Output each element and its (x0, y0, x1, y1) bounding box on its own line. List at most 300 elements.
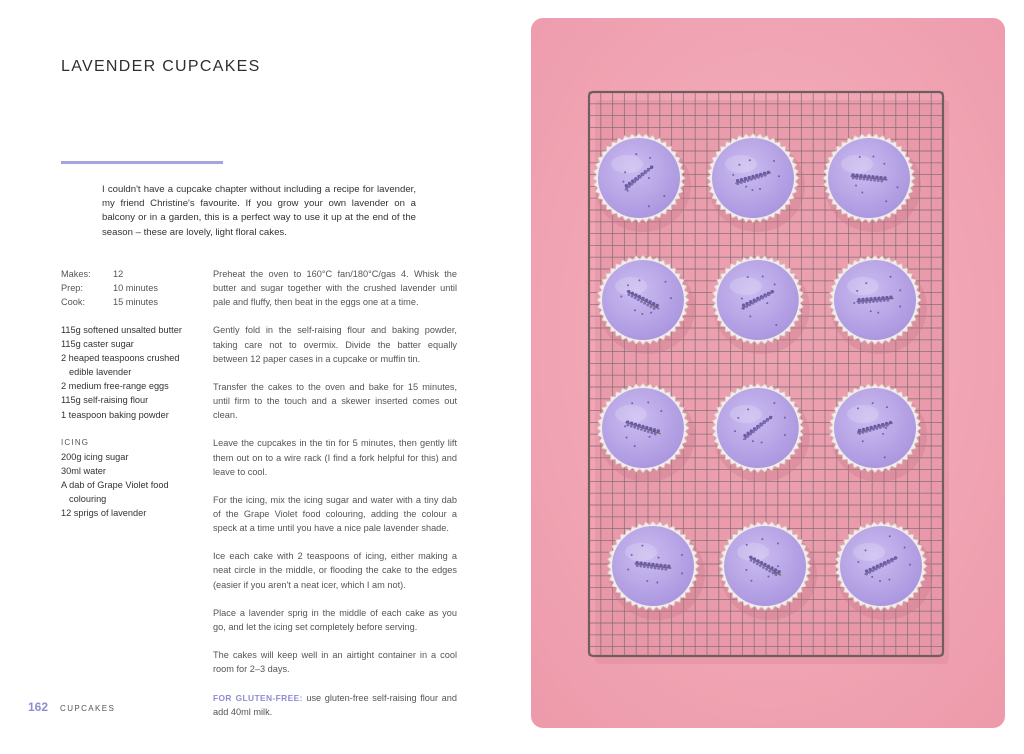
meta-cook (61, 295, 201, 309)
lavender-speck (627, 190, 629, 192)
lavender-speck (885, 200, 887, 202)
lavender-bud (764, 174, 767, 177)
gluten-free-note (213, 691, 457, 719)
meta-label: Cook: (61, 297, 86, 308)
lavender-bud (645, 299, 648, 302)
accent-rule (61, 161, 223, 164)
lavender-bud (869, 429, 872, 432)
recipe-meta (61, 267, 201, 310)
lavender-speck (865, 549, 867, 551)
lavender-bud (758, 426, 761, 429)
lavender-bud (736, 179, 739, 182)
lavender-bud (639, 565, 642, 568)
lavender-speck (882, 433, 884, 435)
lavender-bud (644, 429, 647, 432)
lavender-bud (767, 565, 770, 568)
lavender-bud (770, 566, 773, 569)
lavender-speck (732, 174, 734, 176)
lavender-speck (899, 305, 901, 307)
section-label: CUPCAKES (60, 704, 116, 713)
lavender-bud (885, 296, 888, 299)
lavender-bud (876, 300, 879, 303)
lavender-bud (875, 568, 878, 571)
lavender-bud (760, 175, 763, 178)
lavender-bud (747, 435, 750, 438)
icing-highlight (730, 405, 762, 423)
lavender-bud (650, 166, 653, 169)
lavender-speck (871, 576, 873, 578)
meta-value: 10 minutes (113, 283, 158, 294)
lavender-bud (750, 559, 753, 562)
lavender-bud (886, 299, 889, 302)
lavender-bud (630, 425, 633, 428)
lavender-bud (879, 426, 882, 429)
lavender-speck (897, 186, 899, 188)
lavender-speck (904, 546, 906, 548)
lavender-bud (736, 182, 739, 185)
lavender-speck (766, 302, 768, 304)
lavender-speck (784, 417, 786, 419)
lavender-bud (868, 571, 871, 574)
lavender-speck (854, 176, 856, 178)
lavender-bud (754, 177, 757, 180)
lavender-bud (877, 179, 880, 182)
lavender-bud (865, 297, 868, 300)
lavender-speck (773, 402, 775, 404)
lavender-speck (670, 297, 672, 299)
lavender-bud (861, 301, 864, 304)
lavender-speck (622, 181, 624, 183)
method-step: Leave the cupcakes in the tin for 5 minutes, then gently lift them out on to a wire rack (I find a fork helpful for this) and leave to cool. (213, 438, 457, 477)
method-step: The cakes will keep well in an airtight container in a cool room for 2–3 days. (213, 650, 457, 675)
lavender-speck (734, 430, 736, 432)
lavender-bud (750, 178, 753, 181)
lavender-bud (878, 566, 881, 569)
lavender-speck (648, 205, 650, 207)
lavender-bud (647, 430, 650, 433)
lavender-bud (859, 177, 862, 180)
lavender-bud (661, 567, 664, 570)
lavender-speck (899, 289, 901, 291)
lavender-bud (769, 416, 772, 419)
lavender-bud (752, 430, 755, 433)
lavender-bud (642, 173, 645, 176)
lavender-bud (759, 564, 762, 567)
lavender-speck (742, 308, 744, 310)
lavender-speck (909, 564, 911, 566)
lavender-speck (627, 284, 629, 286)
lavender-bud (657, 567, 660, 570)
lavender-speck (751, 189, 753, 191)
lavender-bud (872, 300, 875, 303)
lavender-speck (865, 282, 867, 284)
lavender-bud (766, 419, 769, 422)
lavender-speck (856, 290, 858, 292)
lavender-speck (649, 157, 651, 159)
lavender-bud (654, 433, 657, 436)
lavender-speck (883, 163, 885, 165)
lavender-bud (637, 427, 640, 430)
lavender-speck (681, 572, 683, 574)
lavender-bud (630, 421, 633, 424)
lavender-bud (628, 293, 631, 296)
lavender-bud (744, 437, 747, 440)
lavender-bud (859, 174, 862, 177)
lavender-bud (768, 570, 771, 573)
lavender-speck (761, 538, 763, 540)
lavender-speck (631, 402, 633, 404)
lavender-bud (743, 434, 746, 437)
lavender-bud (867, 175, 870, 178)
lavender-bud (765, 568, 768, 571)
lavender-bud (637, 424, 640, 427)
lavender-bud (876, 427, 879, 430)
lavender-speck (857, 561, 859, 563)
icing-ingredient-item: 12 sprigs of lavender (61, 508, 147, 519)
lavender-bud (762, 566, 765, 569)
lavender-bud (641, 425, 644, 428)
lavender-speck (870, 310, 872, 312)
lavender-bud (777, 570, 780, 573)
lavender-bud (645, 426, 648, 429)
lavender-bud (879, 176, 882, 179)
icing-highlight (730, 277, 762, 295)
lavender-speck (784, 434, 786, 436)
lavender-bud (883, 299, 886, 302)
lavender-speck (747, 276, 749, 278)
lavender-speck (750, 580, 752, 582)
lavender-bud (638, 295, 641, 298)
lavender-bud (857, 298, 860, 301)
lavender-bud (757, 176, 760, 179)
lavender-bud (636, 564, 639, 567)
lavender-speck (886, 406, 888, 408)
lavender-bud (745, 302, 748, 305)
lavender-bud (631, 183, 634, 186)
lavender-speck (761, 442, 763, 444)
lavender-speck (749, 315, 751, 317)
lavender-bud (641, 297, 644, 300)
lavender-bud (885, 563, 888, 566)
lavender-bud (742, 304, 745, 307)
ingredient-item: 115g caster sugar (61, 339, 134, 350)
lavender-speck (773, 160, 775, 162)
lavender-speck (862, 440, 864, 442)
lavender-bud (753, 557, 756, 560)
lavender-bud (760, 561, 763, 564)
lavender-bud (868, 568, 871, 571)
lavender-bud (755, 300, 758, 303)
lavender-bud (639, 561, 642, 564)
lavender-bud (882, 425, 885, 428)
lavender-bud (889, 296, 892, 299)
lavender-bud (866, 427, 869, 430)
icing-highlight (611, 155, 643, 173)
lavender-bud (653, 307, 656, 310)
lavender-bud (752, 302, 755, 305)
lavender-bud (651, 563, 654, 566)
lavender-speck (767, 575, 769, 577)
ingredient-item: 115g self-raising flour (61, 395, 149, 406)
method-step: Ice each cake with 2 teaspoons of icing, either making a neat circle in the middle, or flooding the cake to the edges (easier if you aren't a neat icer, which I am not). (213, 551, 457, 590)
lavender-bud (863, 178, 866, 181)
lavender-speck (638, 279, 640, 281)
lavender-speck (777, 542, 779, 544)
lavender-bud (640, 428, 643, 431)
ingredient-list (61, 323, 201, 422)
icing-highlight (847, 277, 879, 295)
lavender-bud (643, 562, 646, 565)
lavender-speck (859, 156, 861, 158)
lavender-bud (631, 295, 634, 298)
icing-ingredient-item: 200g icing sugar (61, 452, 129, 462)
method-step: Transfer the cakes to the oven and bake for 15 minutes, until firm to the touch and a skewer inserted comes out clean. (213, 381, 457, 421)
lavender-speck (681, 554, 683, 556)
lavender-speck (656, 581, 658, 583)
lavender-bud (643, 302, 646, 305)
lavender-bud (749, 433, 752, 436)
meta-prep (61, 281, 201, 295)
lavender-speck (747, 408, 749, 410)
lavender-bud (865, 430, 868, 433)
icing-highlight (853, 543, 885, 561)
lavender-bud (872, 428, 875, 431)
lavender-speck (884, 456, 886, 458)
lavender-bud (749, 556, 752, 559)
lavender-bud (770, 290, 773, 293)
lavender-bud (774, 568, 777, 571)
lavender-bud (652, 302, 655, 305)
lavender-speck (774, 572, 776, 574)
lavender-bud (763, 563, 766, 566)
lavender-bud (654, 567, 657, 570)
lavender-speck (624, 171, 626, 173)
lavender-bud (634, 297, 637, 300)
lavender-speck (646, 580, 648, 582)
lavender-speck (634, 309, 636, 311)
meta-value: 12 (113, 269, 124, 279)
lavender-bud (647, 566, 650, 569)
lavender-bud (865, 573, 868, 576)
lavender-bud (633, 180, 636, 183)
lavender-speck (889, 535, 891, 537)
lavender-bud (756, 559, 759, 562)
lavender-bud (664, 568, 667, 571)
lavender-bud (744, 177, 747, 180)
lavender-bud (894, 556, 897, 559)
lavender-bud (659, 564, 662, 567)
lavender-speck (620, 296, 622, 298)
lavender-speck (778, 175, 780, 177)
lavender-bud (865, 301, 868, 304)
lavender-speck (877, 312, 879, 314)
cupcakes-photo (531, 18, 1005, 728)
lavender-speck (631, 554, 633, 556)
lavender-bud (640, 300, 643, 303)
lavender-bud (650, 431, 653, 434)
lavender-speck (658, 557, 660, 559)
lavender-speck (762, 275, 764, 277)
lavender-bud (635, 561, 638, 564)
lavender-speck (664, 281, 666, 283)
lavender-speck (855, 185, 857, 187)
lavender-bud (625, 184, 628, 187)
lavender-bud (768, 293, 771, 296)
lavender-bud (760, 424, 763, 427)
lavender-bud (873, 179, 876, 182)
lavender-bud (634, 423, 637, 426)
lavender-speck (872, 155, 874, 157)
lavender-bud (869, 297, 872, 300)
method-step: Preheat the oven to 160°C fan/180°C/gas 4. Whisk the butter and sugar together with the crushed lavender until pale and fluffy, then beat in the eggs one at a time. (213, 269, 457, 308)
lavender-bud (870, 178, 873, 181)
lavender-bud (879, 299, 882, 302)
lavender-bud (745, 305, 748, 308)
method-step: For the icing, mix the icing sugar and water with a tiny dab of the Grape Violet food colouring, adding the colour a speck at a time until you have a nice pale lavender shade. (213, 494, 457, 534)
lavender-speck (663, 195, 665, 197)
meta-makes (61, 267, 201, 281)
icing-heading: ICING (61, 438, 90, 447)
lavender-bud (663, 564, 666, 567)
lavender-bud (763, 421, 766, 424)
lavender-bud (644, 171, 647, 174)
lavender-speck (745, 569, 747, 571)
lavender-bud (758, 298, 761, 301)
page-number: 162 (28, 700, 49, 714)
lavender-bud (875, 176, 878, 179)
method-step: Place a lavender sprig in the middle of each cake as you go, and let the icing set completely before serving. (213, 607, 457, 632)
icing-highlight (725, 155, 757, 173)
lavender-bud (858, 432, 861, 435)
page-footer (28, 700, 115, 714)
lavender-bud (643, 565, 646, 568)
icing-highlight (847, 405, 879, 423)
icing-ingredient-item: 30ml water (61, 466, 106, 477)
lavender-bud (628, 185, 631, 188)
lavender-bud (626, 420, 629, 423)
lavender-bud (646, 304, 649, 307)
lavender-speck (745, 186, 747, 188)
lavender-bud (891, 560, 894, 563)
lavender-speck (857, 431, 859, 433)
lavender-bud (655, 304, 658, 307)
lavender-speck (649, 436, 651, 438)
lavender-speck (738, 164, 740, 166)
lavender-speck (624, 425, 626, 427)
lavender-speck (752, 440, 754, 442)
lavender-bud (767, 171, 770, 174)
method-step: Gently fold in the self-raising flour and baking powder, taking care not to overmix. Divide the batter equally between 12 paper cases in a cupcake or muffin tin. (213, 325, 457, 364)
lavender-bud (740, 181, 743, 184)
lavender-bud (872, 569, 875, 572)
lavender-speck (741, 298, 743, 300)
lavender-bud (637, 298, 640, 301)
lavender-bud (657, 429, 660, 432)
lavender-bud (639, 176, 642, 179)
lavender-speck (774, 283, 776, 285)
gluten-free-text: use gluten-free self-raising flour and add 40ml milk. (213, 692, 457, 717)
lavender-speck (641, 313, 643, 315)
lavender-speck (647, 402, 649, 404)
lavender-bud (886, 424, 889, 427)
lavender-speck (879, 580, 881, 582)
lavender-bud (636, 178, 639, 181)
lavender-speck (634, 445, 636, 447)
lavender-bud (647, 562, 650, 565)
lavender-bud (866, 178, 869, 181)
lavender-bud (749, 303, 752, 306)
lavender-speck (872, 402, 874, 404)
lavender-bud (631, 292, 634, 295)
lavender-bud (756, 563, 759, 566)
gluten-free-label: FOR GLUTEN-FREE: (213, 692, 303, 703)
lavender-bud (865, 569, 868, 572)
lavender-bud (761, 297, 764, 300)
lavender-speck (746, 544, 748, 546)
lavender-bud (873, 297, 876, 300)
lavender-bud (650, 566, 653, 569)
lavender-speck (888, 579, 890, 581)
lavender-speck (890, 276, 892, 278)
lavender-bud (764, 295, 767, 298)
lavender-bud (863, 174, 866, 177)
lavender-speck (861, 192, 863, 194)
lavender-bud (871, 175, 874, 178)
lavender-bud (650, 305, 653, 308)
lavender-bud (858, 301, 861, 304)
lavender-bud (862, 428, 865, 431)
lavender-speck (775, 324, 777, 326)
lavender-bud (740, 178, 743, 181)
ingredient-item: 2 heaped teaspoons crushed edible lavender (61, 353, 180, 378)
lavender-speck (641, 545, 643, 547)
lavender-speck (749, 159, 751, 161)
lavender-bud (753, 561, 756, 564)
lavender-speck (626, 437, 628, 439)
lavender-speck (737, 417, 739, 419)
lavender-bud (647, 169, 650, 172)
lavender-bud (861, 298, 864, 301)
lavender-speck (660, 410, 662, 412)
lavender-bud (883, 176, 886, 179)
lavender-bud (869, 300, 872, 303)
lavender-speck (648, 177, 650, 179)
lavender-bud (869, 426, 872, 429)
lavender-bud (627, 290, 630, 293)
meta-label: Makes: (61, 269, 91, 279)
lavender-bud (667, 565, 670, 568)
ingredient-item: 2 medium free-range eggs (61, 381, 169, 392)
lavender-bud (743, 180, 746, 183)
ingredient-item: 115g softened unsalted butter (61, 325, 182, 335)
meta-label: Prep: (61, 283, 83, 294)
icing-highlight (625, 543, 657, 561)
lavender-speck (650, 312, 652, 314)
recipe-title: LAVENDER CUPCAKES (61, 58, 261, 75)
meta-value: 15 minutes (113, 297, 158, 308)
lavender-bud (881, 296, 884, 299)
method-section (213, 267, 457, 733)
icing-highlight (615, 405, 647, 423)
icing-highlight (841, 155, 873, 173)
lavender-speck (857, 407, 859, 409)
lavender-speck (627, 569, 629, 571)
lavender-bud (747, 179, 750, 182)
cupcakes-illustration (531, 18, 1005, 728)
ingredient-item: 1 teaspoon baking powder (61, 409, 169, 420)
lavender-bud (880, 180, 883, 183)
lavender-speck (777, 565, 779, 567)
